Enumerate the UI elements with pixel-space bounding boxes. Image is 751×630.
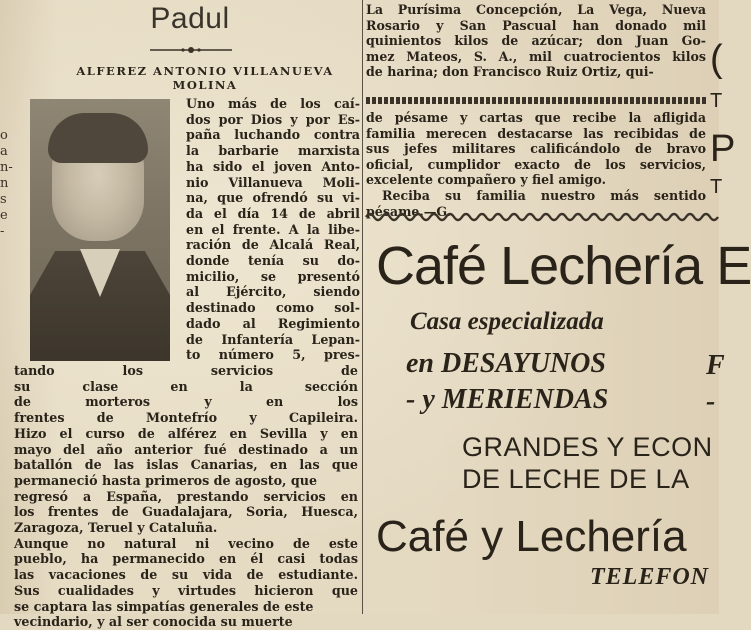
text-line: nio Villanueva Moli- <box>186 174 360 190</box>
ad-side-fragment: - <box>706 386 716 417</box>
text-line: mez Mateos, S. A., mil cuatrocientos kilos <box>366 48 706 64</box>
ad-caps-line: GRANDES Y ECON <box>462 432 713 462</box>
text-line: las vacaciones de su vida de estudiante. <box>14 567 358 583</box>
left-column-fragment <box>0 128 14 240</box>
article-headline: Padul <box>150 2 230 35</box>
fragment-line: s <box>0 192 7 207</box>
photo-hair <box>48 113 148 163</box>
ornament-divider <box>148 44 234 56</box>
text-line: de harina; don Francisco Ruiz Ortiz, qui- <box>366 64 654 80</box>
text-line: Sus cualidades y virtudes hicieron que <box>14 582 358 598</box>
text-line: pésame.—G. <box>366 203 452 219</box>
article-lead-text <box>186 96 360 363</box>
text-line: vecindario, y al ser conocida su muerte <box>14 614 293 630</box>
text-line: to número 5, pres- <box>186 347 360 363</box>
text-line: donde tenía su do- <box>186 253 360 269</box>
text-line: al Ejército, siendo <box>186 284 360 300</box>
text-line: paña luchando contra <box>186 127 360 143</box>
text-line: Aunque no natural ni vecino de este <box>14 535 358 551</box>
text-line: Zaragoza, Teruel y Cataluña. <box>14 520 218 536</box>
text-line: oficial, cumplidor exacto de los servicios, <box>366 156 706 172</box>
text-line: da el día 14 de abril <box>186 205 360 221</box>
text-line: dado al Regimiento <box>186 315 360 331</box>
fragment-line: n- <box>0 160 13 175</box>
text-line: de Infantería Lepan- <box>186 331 360 347</box>
text-line: La Purísima Concepción, La Vega, Nueva <box>366 2 706 17</box>
text-line: su clase en la sección <box>14 378 358 394</box>
text-line: sus jefes militares calificándolo de bravo <box>366 141 706 157</box>
fragment-letter: T <box>710 176 723 198</box>
article-body-text <box>14 363 358 630</box>
text-line: Reciba su familia nuestro más sentido <box>382 187 706 203</box>
ad-title: Café Lechería E <box>376 236 751 296</box>
article-byline <box>40 64 370 92</box>
text-line: ha sido el joven Anto- <box>186 158 360 174</box>
text-line: permaneció hasta primeros de agosto, que <box>14 472 318 488</box>
text-line: de pésame y cartas que recibe la afligida <box>366 110 706 125</box>
text-line: Hizo el curso de alférez en Sevilla y en <box>14 425 358 441</box>
text-line: excelente compañero y fiel amigo. <box>366 172 606 188</box>
text-line: na, que ofrendó su vi- <box>186 190 360 206</box>
right-column-fragment <box>710 0 736 200</box>
text-line: ración de Alcalá Real, <box>186 237 360 253</box>
fragment-line: - <box>0 224 5 239</box>
fragment-line: o <box>0 128 8 143</box>
portrait-photo <box>30 99 170 353</box>
fragment-letter: P <box>710 128 736 170</box>
text-line: batallón de las islas Canarias, en las que <box>14 457 358 473</box>
ad-side-fragment: F <box>706 350 725 381</box>
text-line: en el frente. A la libe- <box>186 221 360 237</box>
text-line: quinientos kilos de azúcar; don Juan Go- <box>366 33 706 49</box>
column-divider <box>362 0 363 614</box>
text-line: se captara las simpatías generales de este <box>14 598 314 614</box>
text-line: pueblo, ha permanecido en él casi todas <box>14 551 358 567</box>
ad-line-desayunos: en DESAYUNOS <box>406 348 606 379</box>
ad-caps-line: DE LECHE DE LA <box>462 464 690 494</box>
text-line: la barbarie marxista <box>186 143 360 159</box>
fragment-line: a <box>0 144 8 159</box>
fragment-letter: T <box>710 90 723 112</box>
text-line: destinado como sol- <box>186 300 360 316</box>
text-line: de morteros y en los <box>14 394 358 410</box>
text-line: frentes de Montefrío y Capileira. <box>14 410 358 426</box>
ad-subtitle: Casa especializada <box>410 308 604 335</box>
text-line: los frentes de Guadalajara, Soria, Huesca, <box>14 504 358 520</box>
text-line: Rosario y San Pascual han donado mil <box>366 17 706 33</box>
ad-business-name: Café y Lechería <box>376 512 687 561</box>
text-line: dos por Dios y por Es- <box>186 111 360 127</box>
fragment-line: e <box>0 208 8 223</box>
text-line: mayo del año anterior fué destinado a un <box>14 441 358 457</box>
byline-line: ALFEREZ ANTONIO VILLANUEVA <box>76 64 334 78</box>
advertisement <box>366 0 751 614</box>
text-line: Uno más de los caí- <box>186 96 360 111</box>
ad-telephone: TELEFON <box>590 564 710 590</box>
text-line: familia merecen destacarse las recibidas de <box>366 125 706 141</box>
fragment-letter: ( <box>710 38 723 80</box>
text-line: micilio, se presentó <box>186 268 360 284</box>
ad-line-meriendas: - y MERIENDAS <box>406 384 609 415</box>
fragment-line: n <box>0 176 9 191</box>
text-line: tando los servicios de <box>14 363 358 378</box>
byline-line: MOLINA <box>172 78 238 92</box>
text-line: regresó a España, prestando servicios en <box>14 488 358 504</box>
